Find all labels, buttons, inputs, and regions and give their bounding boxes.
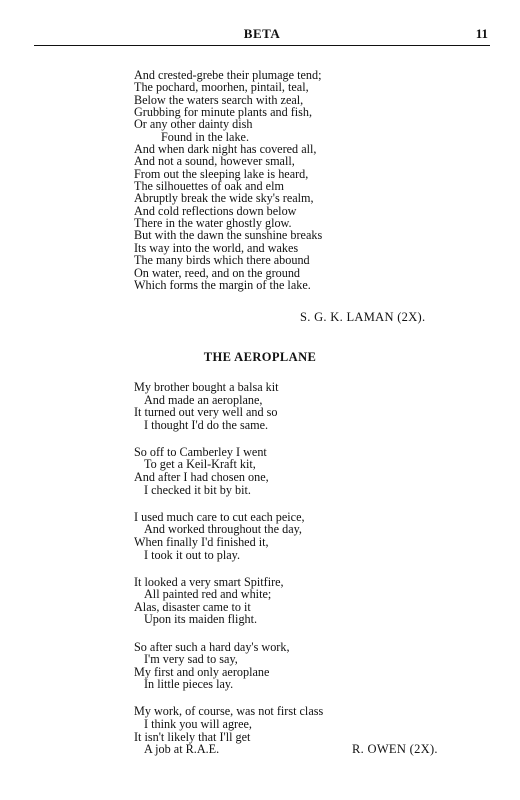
poem-line: And not a sound, however small, (134, 154, 295, 169)
poem-line: Found in the lake. (161, 129, 250, 144)
poem-line: From out the sleeping lake is heard, (134, 166, 309, 181)
poem-line: Grubbing for minute plants and fish, (134, 105, 313, 120)
stanza (134, 576, 323, 626)
poem-line: Upon its maiden flight. (144, 612, 258, 627)
poem-line: I checked it bit by bit. (144, 482, 251, 497)
poem-line: It looked a very smart Spitfire, (134, 574, 284, 589)
poem-line: The pochard, moorhen, pintail, teal, (134, 80, 309, 95)
poem-line: I think you will agree, (144, 716, 252, 731)
poem-continued (134, 69, 322, 291)
header-rule (34, 45, 490, 46)
stanza (134, 511, 323, 561)
poem-line: I thought I'd do the same. (144, 417, 269, 432)
poem-line: And cold reflections down below (134, 203, 297, 218)
poem-line: In little pieces lay. (144, 677, 234, 692)
poem-aeroplane (134, 381, 323, 770)
poem-line: And worked throughout the day, (144, 522, 302, 537)
poem-line: My first and only aeroplane (134, 664, 270, 679)
poem-line: So after such a hard day's work, (134, 639, 290, 654)
poem-line: The many birds which there abound (134, 253, 310, 268)
stanza (134, 641, 323, 691)
poem-line: I'm very sad to say, (144, 652, 238, 667)
running-title: BETA (243, 26, 281, 41)
poem-line: My brother bought a balsa kit (134, 380, 279, 394)
poem-line: The silhouettes of oak and elm (134, 179, 284, 194)
poem-line: So off to Camberley I went (134, 444, 267, 459)
poem-line: It turned out very well and so (134, 405, 278, 420)
poem-line: And when dark night has covered all, (134, 142, 317, 157)
poem-line: When finally I'd finished it, (134, 534, 269, 549)
poem-line: And after I had chosen one, (134, 470, 269, 485)
poem-line: A job at R.A.E. (144, 742, 220, 757)
poem-line: Its way into the world, and wakes (134, 240, 299, 255)
poem-line: Or any other dainty dish (134, 117, 253, 132)
poem-line: My work, of course, was not first class (134, 704, 324, 719)
poem-author-laman: S. G. K. LAMAN (2X). (300, 310, 426, 324)
poem-line: And crested-grebe their plumage tend; (134, 68, 322, 82)
poem-line: On water, reed, and on the ground (134, 265, 301, 280)
stanza (134, 705, 323, 755)
page-number: 11 (475, 26, 488, 41)
poem-line: I took it out to play. (144, 547, 241, 562)
poem-line: I used much care to cut each peice, (134, 509, 305, 524)
poem-line: There in the water ghostly glow. (134, 216, 292, 231)
poem-line: Alas, disaster came to it (134, 599, 251, 614)
poem-line: And made an aeroplane, (144, 392, 263, 407)
poem-author-owen: R. OWEN (2X). (352, 742, 438, 756)
poem-line: Below the waters search with zeal, (134, 92, 304, 107)
poem-line: Abruptly break the wide sky's realm, (134, 191, 314, 206)
page-header (34, 22, 490, 46)
stanza (134, 446, 323, 496)
poem-line: Which forms the margin of the lake. (134, 277, 311, 292)
poem-line: It isn't likely that I'll get (134, 729, 251, 744)
poem-line: To get a Keil-Kraft kit, (144, 457, 256, 472)
stanza (134, 381, 323, 431)
poem-title: THE AEROPLANE (203, 350, 317, 364)
poem-line: All painted red and white; (144, 587, 272, 602)
poem-line: But with the dawn the sunshine breaks (134, 228, 323, 243)
